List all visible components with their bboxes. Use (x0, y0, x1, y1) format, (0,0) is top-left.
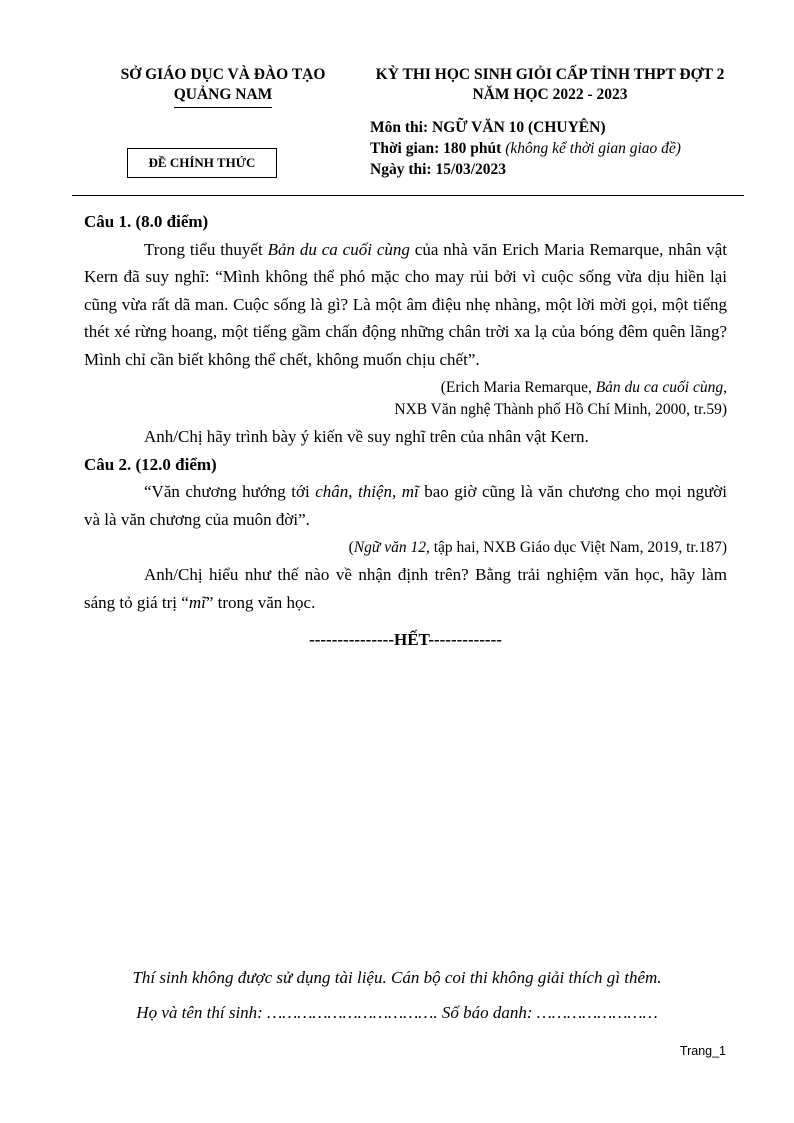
question-2-task: Anh/Chị hiểu như thế nào về nhận định trên? Bằng trải nghiệm văn học, hãy làm sáng tỏ giá trị “mĩ” trong văn học. (84, 565, 727, 612)
book-title: Bản du ca cuối cùng (267, 239, 410, 259)
exam-date: Ngày thi: 15/03/2023 (370, 161, 507, 178)
department-header (88, 65, 358, 108)
candidate-note: Thí sinh không được sử dụng tài liệu. Cán bộ coi thi không giải thích gì thêm. (132, 968, 662, 987)
question-1-citation: (Erich Maria Remarque, Bản du ca cuối cùng, NXB Văn nghệ Thành phố Hồ Chí Minh, 2000, tr.59) (394, 379, 727, 418)
question-2-title: Câu 2. (12.0 điểm) (84, 454, 217, 474)
question-2-quote: “Văn chương hướng tới chân, thiện, mĩ bao giờ cũng là văn chương cho mọi người và là văn chương của muôn đời”. (84, 482, 727, 529)
exam-header (360, 65, 740, 105)
question-2-citation: (Ngữ văn 12, tập hai, NXB Giáo dục Việt Nam, 2019, tr.187) (348, 539, 727, 556)
duration-note: (không kể thời gian giao đề) (505, 140, 681, 157)
question-1-title: Câu 1. (8.0 điểm) (84, 212, 209, 231)
header-divider (72, 195, 744, 196)
exam-info (370, 117, 681, 180)
candidate-name-line: Họ và tên thí sinh: ……………………………. Số báo danh: …………………… (136, 1003, 658, 1022)
duration-label: Thời gian: 180 phút (370, 140, 502, 157)
department-name: SỞ GIÁO DỤC VÀ ĐÀO TẠO (120, 66, 326, 83)
end-marker: ---------------HẾT------------- (309, 630, 502, 649)
exam-duration (370, 138, 681, 159)
exam-title: KỲ THI HỌC SINH GIỎI CẤP TỈNH THPT ĐỢT 2 (375, 66, 725, 83)
exam-subject: Môn thi: NGỮ VĂN 10 (CHUYÊN) (370, 119, 606, 136)
question-1-passage: Trong tiểu thuyết Bản du ca cuối cùng của nhà văn Erich Maria Remarque, nhân vật Kern đã suy nghĩ: “Mình không thể phó mặc cho may rủi bởi vì cuộc sống vừa dịu hiền lại cũng vừa rất dã man. Cuộc sống là gì? Là một âm điệu nhẹ nhàng, một lời mời gọi, một tiếng thét xé rừng hoang, một tiếng gầm chấn động những chân trời xa lạ của bóng đêm quên lãng? Mình chỉ cần biết không thể chết, không muốn chịu chết”. (84, 239, 727, 369)
official-exam-box: ĐỀ CHÍNH THỨC (127, 148, 277, 178)
province-name: QUẢNG NAM (174, 85, 273, 108)
page-number: Trang_1 (679, 1044, 726, 1058)
exam-content (84, 208, 727, 654)
question-1-task: Anh/Chị hãy trình bày ý kiến về suy nghĩ trên của nhân vật Kern. (144, 427, 589, 446)
school-year: NĂM HỌC 2022 - 2023 (472, 86, 628, 103)
